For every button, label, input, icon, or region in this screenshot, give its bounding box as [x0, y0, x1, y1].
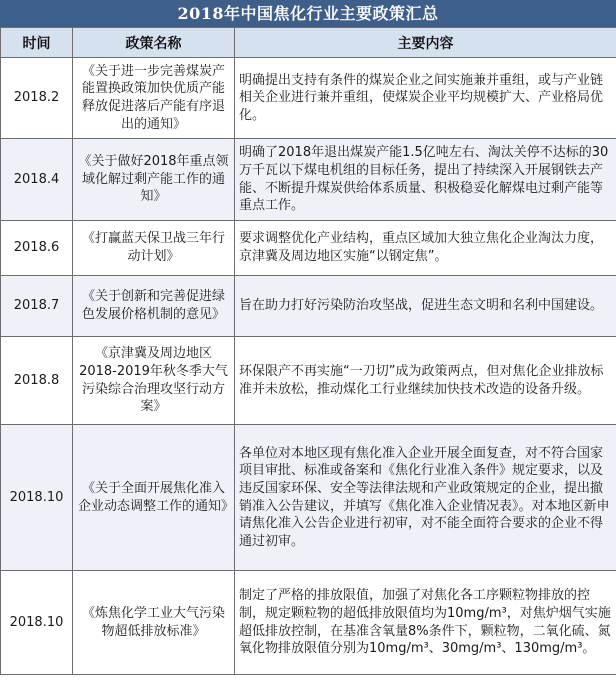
- header-policy-name: 政策名称: [73, 28, 235, 58]
- table-row: [1, 221, 616, 276]
- header-time: 时间: [1, 28, 73, 58]
- cell-time: 2018.4: [1, 139, 73, 221]
- cell-time: 2018.2: [1, 58, 73, 139]
- table-row: [1, 139, 616, 221]
- cell-policy-name: 《打赢蓝天保卫战三年行动计划》: [73, 221, 235, 276]
- cell-main-content: 各单位对本地区现有焦化准入企业开展全面复查，对不符合国家项目审批、标准或备案和《焦化行业准入条件》规定要求，以及违反国家环保、安全等法律法规和产业政策规定的企业，提出撤销准入公告建议，并填写《焦化准入企业情况表》。对本地区新申请焦化准入公告企业进行初审，对不能全面符合要求的企业不得通过初审。: [235, 425, 616, 571]
- cell-time: 2018.6: [1, 221, 73, 276]
- cell-main-content: 明确了2018年退出煤炭产能1.5亿吨左右、淘汰关停不达标的30万千瓦以下煤电机组的目标任务，提出了持续深入开展钢铁去产能、不断提升煤炭供给体系质量、积极稳妥化解煤电过剩产能等重点工作。: [235, 139, 616, 221]
- cell-time: 2018.7: [1, 276, 73, 337]
- cell-main-content: 明确提出支持有条件的煤炭企业之间实施兼并重组，或与产业链相关企业进行兼并重组，使煤炭企业平均规模扩大、产业格局优化。: [235, 58, 616, 139]
- policy-table: [0, 27, 616, 675]
- cell-policy-name: 《炼焦化学工业大气污染物超低排放标准》: [73, 571, 235, 675]
- table-header-row: [1, 28, 616, 58]
- cell-policy-name: 《关于进一步完善煤炭产能置换政策加快优质产能释放促进落后产能有序退出的通知》: [73, 58, 235, 139]
- table-row: [1, 276, 616, 337]
- cell-time: 2018.8: [1, 337, 73, 425]
- cell-time: 2018.10: [1, 425, 73, 571]
- cell-main-content: 旨在助力打好污染防治攻坚战，促进生态文明和名利中国建设。: [235, 276, 616, 337]
- cell-time: 2018.10: [1, 571, 73, 675]
- cell-policy-name: 《关于全面开展焦化准入企业动态调整工作的通知》: [73, 425, 235, 571]
- header-main-content: 主要内容: [235, 28, 616, 58]
- cell-policy-name: 《京津冀及周边地区2018-2019年秋冬季大气污染综合治理攻坚行动方案》: [73, 337, 235, 425]
- table-title: 2018年中国焦化行业主要政策汇总: [0, 0, 616, 27]
- table-row: [1, 571, 616, 675]
- table-row: [1, 58, 616, 139]
- table-row: [1, 425, 616, 571]
- cell-main-content: 要求调整优化产业结构，重点区域加大独立焦化企业淘汰力度，京津冀及周边地区实施“以钢定焦”。: [235, 221, 616, 276]
- cell-policy-name: 《关于做好2018年重点领域化解过剩产能工作的通知》: [73, 139, 235, 221]
- table-row: [1, 337, 616, 425]
- cell-main-content: 环保限产不再实施“一刀切”成为政策两点，但对焦化企业排放标准并未放松，推动煤化工行业继续加快技术改造的设备升级。: [235, 337, 616, 425]
- cell-main-content: 制定了严格的排放限值，加强了对焦化各工序颗粒物排放的控制，规定颗粒物的超低排放限值均为10mg/m³，对焦炉烟气实施超低排放控制，在基准含氧量8%条件下，颗粒物，二氧化硫、氮氧化物排放限值分别为10mg/m³、30mg/m³、130mg/m³。: [235, 571, 616, 675]
- cell-policy-name: 《关于创新和完善促进绿色发展价格机制的意见》: [73, 276, 235, 337]
